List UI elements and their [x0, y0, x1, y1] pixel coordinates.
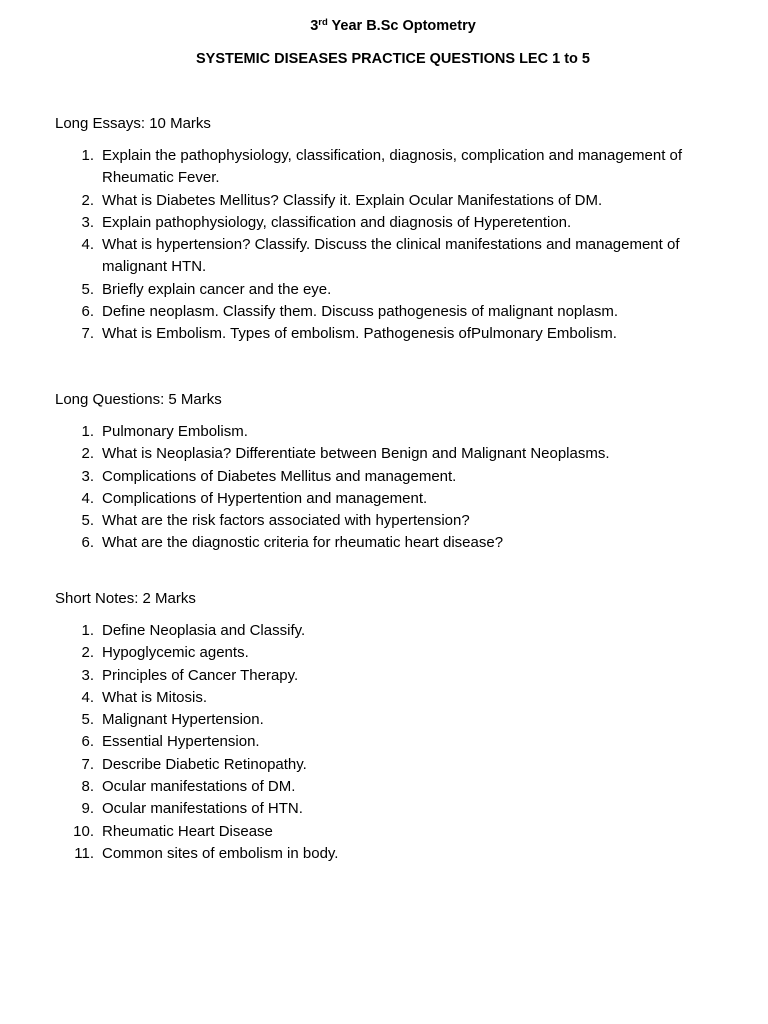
list-item: 9. Ocular manifestations of HTN. [81, 800, 303, 818]
list-long-essays [55, 145, 745, 346]
list-item: 3. Complications of Diabetes Mellitus and management. [81, 467, 457, 485]
list-item: 7. What is Embolism. Types of embolism. Pathogenesis ofPulmonary Embolism. [81, 325, 617, 343]
list-item: 10. Rheumatic Heart Disease [73, 822, 273, 840]
list-item: 4. What is hypertension? Classify. Discuss the clinical manifestations and management of malignant HTN. [81, 236, 680, 276]
year-number: 3 [310, 18, 319, 34]
list-item: 8. Ocular manifestations of DM. [81, 778, 296, 796]
course-name: Year B.Sc Optometry [327, 18, 476, 34]
document-subtitle: SYSTEMIC DISEASES PRACTICE QUESTIONS LEC 1 to 5 [196, 51, 590, 67]
list-item: 5. Malignant Hypertension. [81, 711, 264, 729]
list-item: 1. Pulmonary Embolism. [81, 423, 248, 440]
list-item: 3. Principles of Cancer Therapy. [81, 666, 299, 684]
list-item: 4. Complications of Hypertention and management. [81, 489, 428, 507]
list-item: 4. What is Mitosis. [81, 688, 208, 706]
list-item: 1. Define Neoplasia and Classify. [81, 622, 306, 639]
list-item: 2. What is Diabetes Mellitus? Classify it. Explain Ocular Manifestations of DM. [81, 191, 603, 209]
list-item: 11. Common sites of embolism in body. [74, 844, 339, 862]
list-item: 5. What are the risk factors associated with hypertension? [81, 512, 470, 530]
section-heading-long-questions: Long Questions: 5 Marks [55, 391, 222, 408]
list-item: 5. Briefly explain cancer and the eye. [81, 280, 332, 298]
list-item: 7. Describe Diabetic Retinopathy. [81, 755, 307, 773]
document-title [0, 18, 768, 34]
section-heading-short-notes: Short Notes: 2 Marks [55, 590, 196, 607]
year-superscript: rd [318, 17, 328, 28]
list-item: 6. What are the diagnostic criteria for rheumatic heart disease? [81, 534, 504, 552]
section-heading-long-essays: Long Essays: 10 Marks [55, 115, 211, 132]
list-short-notes [55, 620, 745, 865]
list-long-questions [55, 421, 745, 555]
list-item: 3. Explain pathophysiology, classification and diagnosis of Hyperetention. [81, 213, 572, 231]
list-item: 6. Essential Hypertension. [81, 733, 260, 751]
list-item: 6. Define neoplasm. Classify them. Discuss pathogenesis of malignant noplasm. [81, 303, 619, 321]
list-item: 1. Explain the pathophysiology, classification, diagnosis, complication and management of Rheumatic Fever. [81, 147, 683, 187]
list-item: 2. Hypoglycemic agents. [81, 644, 249, 662]
list-item: 2. What is Neoplasia? Differentiate between Benign and Malignant Neoplasms. [81, 445, 610, 463]
